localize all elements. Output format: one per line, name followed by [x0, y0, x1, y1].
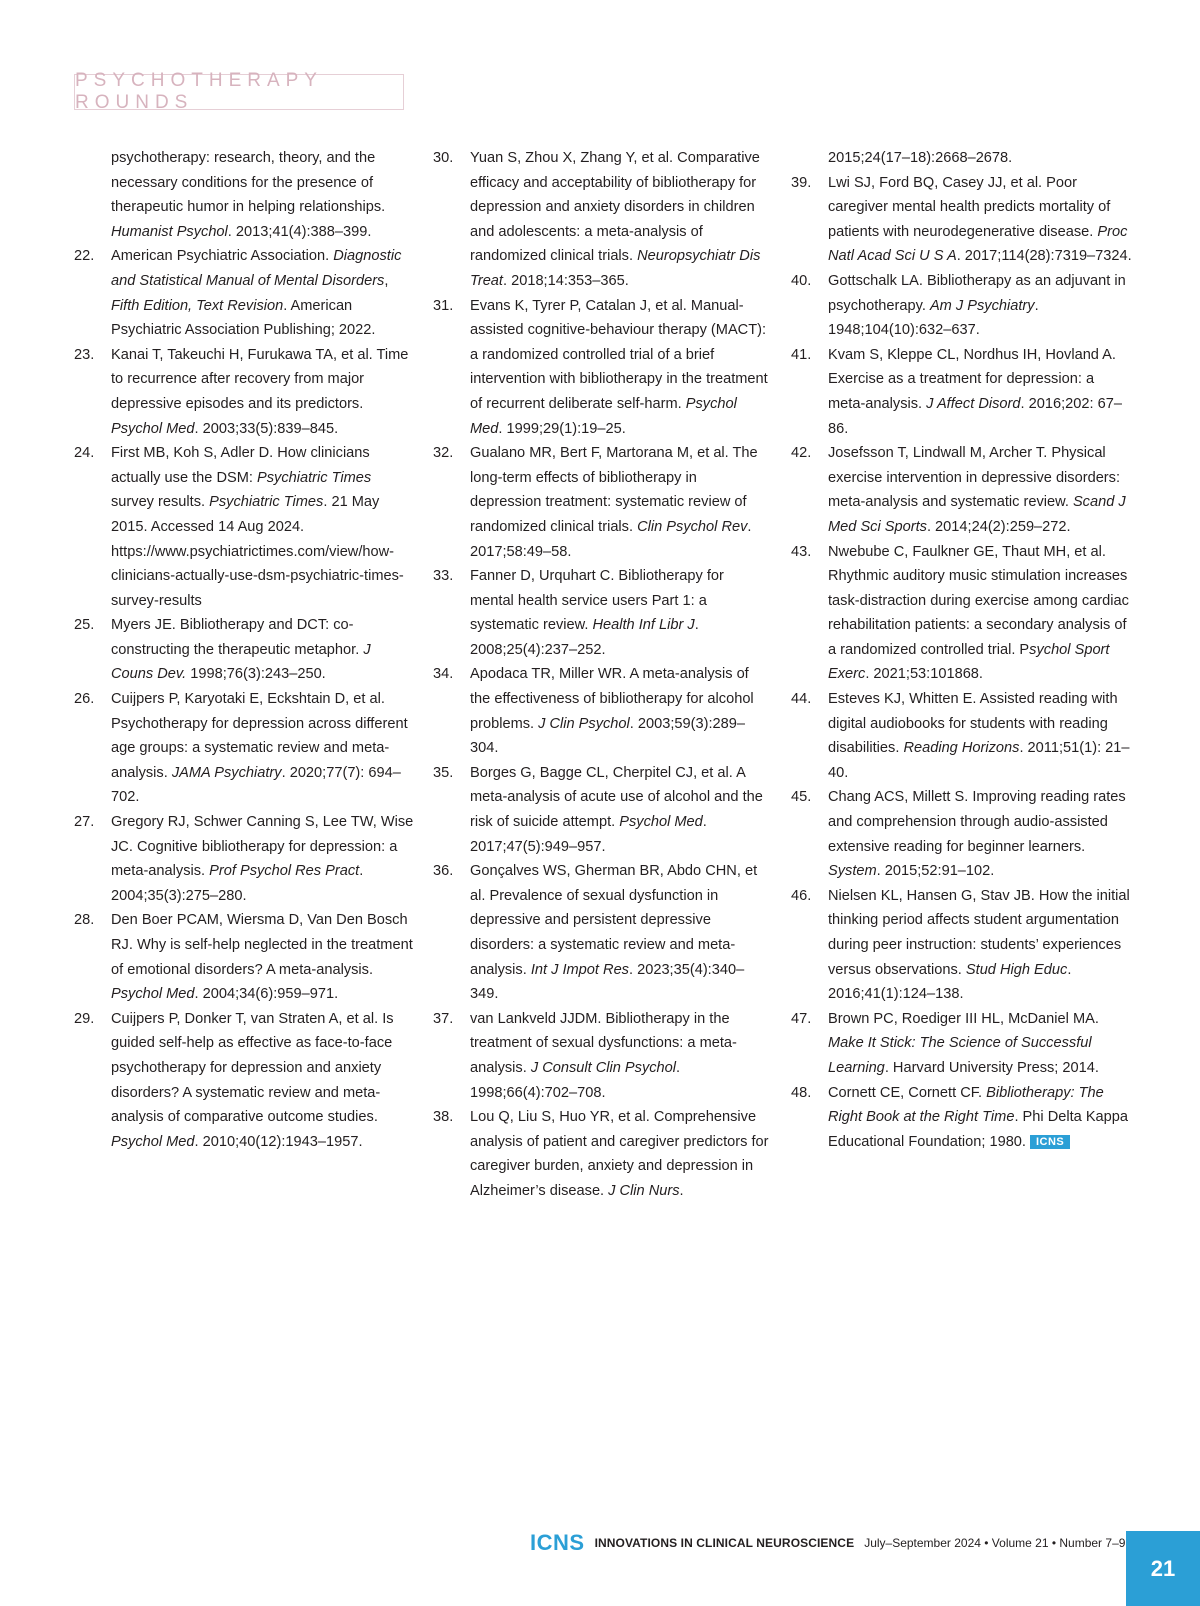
- reference-number: 35.: [433, 764, 454, 781]
- reference-number: 38.: [433, 1109, 454, 1126]
- footer: [530, 1528, 1125, 1558]
- reference-item: [74, 146, 419, 244]
- reference-item: [791, 1081, 1136, 1155]
- reference-text: Josefsson T, Lindwall M, Archer T. Physical exercise intervention in depressive disorders: meta-analysis and systematic review. Scand J Med Sci Sports. 2014;24(2):259–272.: [828, 445, 1126, 535]
- reference-text: van Lankveld JJDM. Bibliotherapy in the treatment of sexual dysfunctions: a meta-analysis. J Consult Clin Psychol. 1998;66(4):702–708.: [470, 1010, 737, 1101]
- reference-item: [74, 244, 419, 342]
- references-column-2: [433, 146, 773, 1204]
- reference-item: [791, 343, 1136, 441]
- reference-text: Lou Q, Liu S, Huo YR, et al. Comprehensive analysis of patient and caregiver predictors for caregiver burden, anxiety and depression in Alzheimer’s disease. J Clin Nurs.: [470, 1109, 769, 1199]
- reference-item: [433, 1105, 773, 1203]
- reference-number: 40.: [791, 272, 812, 289]
- reference-item: [791, 884, 1136, 1007]
- reference-item: [791, 540, 1136, 688]
- reference-text: Esteves KJ, Whitten E. Assisted reading with digital audiobooks for students with reading disabilities. Reading Horizons. 2011;51(1): 21–40.: [828, 691, 1130, 781]
- reference-number: 26.: [74, 691, 95, 708]
- reference-number: 32.: [433, 445, 454, 462]
- reference-item: [791, 441, 1136, 539]
- reference-number: 44.: [791, 691, 812, 708]
- reference-text: Kvam S, Kleppe CL, Nordhus IH, Hovland A. Exercise as a treatment for depression: a meta-analysis. J Affect Disord. 2016;202: 67–86.: [828, 346, 1122, 437]
- reference-item: [433, 564, 773, 662]
- section-title: PSYCHOTHERAPY ROUNDS: [74, 74, 404, 110]
- reference-item: [74, 613, 419, 687]
- reference-text: Gonçalves WS, Gherman BR, Abdo CHN, et al. Prevalence of sexual dysfunction in depressive and persistent depressive disorders: a systematic review and meta-analysis. Int J Impot Res. 2023;35(4):340–349.: [470, 863, 758, 1003]
- reference-number: 42.: [791, 445, 812, 462]
- reference-text: Fanner D, Urquhart C. Bibliotherapy for mental health service users Part 1: a systematic review. Health Inf Libr J. 2008;25(4):237–252.: [470, 568, 724, 658]
- reference-text: 2015;24(17–18):2668–2678.: [828, 150, 1013, 166]
- reference-number: 37.: [433, 1010, 454, 1027]
- reference-item: [791, 687, 1136, 785]
- reference-item: [433, 859, 773, 1007]
- reference-number: 34.: [433, 666, 454, 683]
- reference-item: [791, 269, 1136, 343]
- reference-number: 36.: [433, 863, 454, 880]
- reference-text: Lwi SJ, Ford BQ, Casey JJ, et al. Poor caregiver mental health predicts mortality of patients with neurodegenerative disease. Proc Natl Acad Sci U S A. 2017;114(28):7319–7324.: [828, 174, 1132, 265]
- reference-text: Cuijpers P, Karyotaki E, Eckshtain D, et al. Psychotherapy for depression across different age groups: a systematic review and meta-analysis. JAMA Psychiatry. 2020;77(7): 694–702.: [111, 691, 408, 806]
- references-column-3: [791, 146, 1136, 1154]
- reference-item: [74, 687, 419, 810]
- reference-number: 25.: [74, 617, 95, 634]
- reference-text: American Psychiatric Association. Diagnostic and Statistical Manual of Mental Disorders, Fifth Edition, Text Revision. American Psychiatric Association Publishing; 2022.: [111, 248, 402, 339]
- reference-number: 30.: [433, 150, 454, 166]
- reference-item: [433, 294, 773, 442]
- reference-text: Evans K, Tyrer P, Catalan J, et al. Manual-assisted cognitive-behaviour therapy (MACT): a randomized controlled trial of a brief intervention with bibliotherapy in the treatment of recurrent deliberate self-harm. Psychol Med. 1999;29(1):19–25.: [470, 297, 768, 437]
- reference-text: Chang ACS, Millett S. Improving reading rates and comprehension through audio-assisted extensive reading for beginner learners. System. 2015;52:91–102.: [828, 789, 1126, 880]
- reference-item: [433, 761, 773, 859]
- reference-number: 29.: [74, 1010, 95, 1027]
- reference-item: [74, 908, 419, 1006]
- reference-number: 46.: [791, 887, 812, 904]
- reference-item: [791, 146, 1136, 171]
- reference-text: Gregory RJ, Schwer Canning S, Lee TW, Wise JC. Cognitive bibliotherapy for depression: a meta-analysis. Prof Psychol Res Pract. 2004;35(3):275–280.: [111, 814, 414, 904]
- reference-number: 45.: [791, 789, 812, 806]
- reference-item: [433, 441, 773, 564]
- reference-text: Nwebube C, Faulkner GE, Thaut MH, et al. Rhythmic auditory music stimulation increases task-distraction during exercise among cardiac rehabilitation patients: a secondary analysis of a randomized controlled trial. Psychol Sport Exerc. 2021;53:101868.: [828, 543, 1129, 683]
- reference-number: 23.: [74, 346, 95, 363]
- reference-text: Gottschalk LA. Bibliotherapy as an adjuvant in psychotherapy. Am J Psychiatry. 1948;104(10):632–637.: [828, 272, 1126, 339]
- reference-text: Den Boer PCAM, Wiersma D, Van Den Bosch RJ. Why is self-help neglected in the treatment of emotional disorders? A meta-analysis. Psychol Med. 2004;34(6):959–971.: [111, 912, 413, 1003]
- journal-name: INNOVATIONS IN CLINICAL NEUROSCIENCE: [594, 1536, 855, 1550]
- reference-text: Brown PC, Roediger III HL, McDaniel MA. Make It Stick: The Science of Successful Learning. Harvard University Press; 2014.: [828, 1010, 1099, 1076]
- reference-item: [433, 146, 773, 294]
- reference-text: Gualano MR, Bert F, Martorana M, et al. The long-term effects of bibliotherapy in depression treatment: systematic review of randomized clinical trials. Clin Psychol Rev. 2017;58:49–58.: [470, 445, 758, 560]
- reference-number: 28.: [74, 912, 95, 929]
- reference-text: Cornett CE, Cornett CF. Bibliotherapy: The Right Book at the Right Time. Phi Delta Kappa Educational Foundation; 1980. ICNS: [828, 1084, 1129, 1150]
- reference-number: 24.: [74, 445, 95, 462]
- reference-number: 47.: [791, 1010, 812, 1027]
- reference-number: 31.: [433, 297, 454, 314]
- reference-number: 41.: [791, 346, 812, 363]
- reference-text: Apodaca TR, Miller WR. A meta-analysis of the effectiveness of bibliotherapy for alcohol problems. J Clin Psychol. 2003;59(3):289–304.: [470, 666, 754, 757]
- issue-info: July–September 2024 • Volume 21 • Number 7–9: [864, 1536, 1126, 1550]
- reference-number: 33.: [433, 568, 454, 585]
- reference-text: Yuan S, Zhou X, Zhang Y, et al. Comparative efficacy and acceptability of bibliotherapy for depression and anxiety disorders in children and adolescents: a meta-analysis of randomized clinical trials. Neuropsychiatr Dis Treat. 2018;14:353–365.: [470, 150, 761, 289]
- reference-text: Myers JE. Bibliotherapy and DCT: co-constructing the therapeutic metaphor. J Couns Dev. 1998;76(3):243–250.: [111, 617, 371, 683]
- reference-number: 39.: [791, 174, 812, 191]
- reference-item: [791, 171, 1136, 269]
- reference-item: [74, 343, 419, 441]
- reference-item: [433, 1007, 773, 1105]
- reference-text: Cuijpers P, Donker T, van Straten A, et al. Is guided self-help as effective as face-to-face psychotherapy for depression and anxiety disorders? A systematic review and meta-analysis of comparative outcome studies. Psychol Med. 2010;40(12):1943–1957.: [111, 1010, 394, 1150]
- reference-text: Nielsen KL, Hansen G, Stav JB. How the initial thinking period affects student argumentation during peer instruction: students’ experiences versus observations. Stud High Educ. 2016;41(1):124–138.: [828, 887, 1130, 1003]
- reference-text: First MB, Koh S, Adler D. How clinicians actually use the DSM: Psychiatric Times survey results. Psychiatric Times. 21 May 2015. Accessed 14 Aug 2024. https://www.psychiatrictimes.com/view/how-clinicians-actually-use-dsm-psychiatric-times-survey-results: [111, 445, 404, 609]
- reference-text: Kanai T, Takeuchi H, Furukawa TA, et al. Time to recurrence after recovery from major depressive episodes and its predictors. Psychol Med. 2003;33(5):839–845.: [111, 346, 409, 437]
- end-mark-badge: ICNS: [1030, 1135, 1070, 1149]
- reference-item: [74, 441, 419, 613]
- journal-logo: ICNS: [530, 1530, 585, 1555]
- reference-number: 48.: [791, 1084, 812, 1101]
- references-column-1: [74, 146, 419, 1154]
- reference-number: 43.: [791, 543, 812, 560]
- reference-item: [791, 785, 1136, 883]
- reference-number: 22.: [74, 248, 95, 265]
- reference-item: [433, 662, 773, 760]
- reference-number: 27.: [74, 814, 95, 831]
- page-number: 21: [1126, 1531, 1200, 1606]
- reference-text: psychotherapy: research, theory, and the necessary conditions for the presence of therapeutic humor in helping relationships. Humanist Psychol. 2013;41(4):388–399.: [111, 150, 386, 240]
- reference-item: [791, 1007, 1136, 1081]
- reference-text: Borges G, Bagge CL, Cherpitel CJ, et al. A meta-analysis of acute use of alcohol and the risk of suicide attempt. Psychol Med. 2017;47(5):949–957.: [470, 764, 763, 855]
- reference-item: [74, 810, 419, 908]
- reference-item: [74, 1007, 419, 1155]
